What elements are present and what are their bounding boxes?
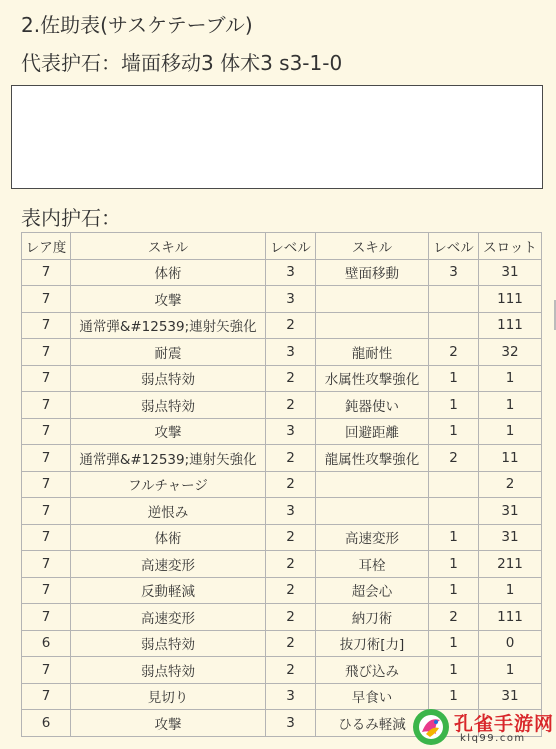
table-body: [22, 259, 542, 736]
cell-skill-2: 龍耐性: [316, 339, 429, 366]
cell-skill-2: 回避距離: [316, 418, 429, 445]
cell-level-1: 2: [266, 657, 316, 684]
cell-skill-2: 納刀術: [316, 604, 429, 631]
table-row: [22, 312, 542, 339]
cell-skill-1: 弱点特効: [71, 392, 266, 419]
cell-rarity: 7: [22, 683, 71, 710]
table-row: [22, 286, 542, 313]
cell-skill-1: 高速変形: [71, 551, 266, 578]
table-row: [22, 418, 542, 445]
table-row: [22, 339, 542, 366]
representative-charm-label: 代表护石：墙面移动3 体术3 s3-1-0: [21, 51, 343, 75]
cell-slots: 31: [479, 683, 542, 710]
cell-level-1: 2: [266, 365, 316, 392]
cell-skill-1: 反動軽減: [71, 577, 266, 604]
cell-level-1: 2: [266, 630, 316, 657]
cell-rarity: 7: [22, 286, 71, 313]
header-level-2: レベル: [429, 233, 479, 260]
cell-skill-2: [316, 471, 429, 498]
cell-skill-1: 体術: [71, 524, 266, 551]
table-row: [22, 524, 542, 551]
cell-rarity: 7: [22, 259, 71, 286]
cell-rarity: 7: [22, 657, 71, 684]
table-heading: 表内护石：: [21, 206, 121, 230]
cell-skill-2: [316, 312, 429, 339]
cell-slots: 1: [479, 392, 542, 419]
table-row: [22, 630, 542, 657]
table-row: [22, 445, 542, 472]
cell-slots: 1: [479, 577, 542, 604]
cell-slots: 1: [479, 418, 542, 445]
blank-content-box: [11, 85, 543, 189]
cell-skill-1: 見切り: [71, 683, 266, 710]
cell-skill-1: 逆恨み: [71, 498, 266, 525]
table-row: [22, 471, 542, 498]
cell-level-1: 3: [266, 339, 316, 366]
cell-rarity: 7: [22, 312, 71, 339]
cell-rarity: 7: [22, 524, 71, 551]
cell-rarity: 7: [22, 392, 71, 419]
cell-slots: 31: [479, 498, 542, 525]
cell-rarity: 7: [22, 418, 71, 445]
cell-skill-1: 弱点特効: [71, 630, 266, 657]
cell-rarity: 7: [22, 551, 71, 578]
cell-skill-1: 攻撃: [71, 286, 266, 313]
cell-skill-2: 壁面移動: [316, 259, 429, 286]
cell-skill-1: 体術: [71, 259, 266, 286]
cell-rarity: 7: [22, 577, 71, 604]
cell-level-1: 2: [266, 551, 316, 578]
cell-level-2: 1: [429, 365, 479, 392]
cell-level-2: 1: [429, 630, 479, 657]
cell-skill-2: 早食い: [316, 683, 429, 710]
cell-level-2: 2: [429, 445, 479, 472]
table-row: [22, 392, 542, 419]
cell-rarity: 7: [22, 498, 71, 525]
cell-skill-2: [316, 286, 429, 313]
cell-slots: 31: [479, 259, 542, 286]
cell-skill-1: 弱点特効: [71, 365, 266, 392]
header-level-1: レベル: [266, 233, 316, 260]
cell-skill-1: 耐震: [71, 339, 266, 366]
cell-level-2: [429, 471, 479, 498]
cell-level-2: 1: [429, 392, 479, 419]
cell-level-2: 1: [429, 551, 479, 578]
cell-slots: 1: [479, 365, 542, 392]
cell-skill-1: 通常弾&#12539;連射矢強化: [71, 445, 266, 472]
table-row: [22, 551, 542, 578]
cell-rarity: 6: [22, 630, 71, 657]
cell-level-1: 2: [266, 445, 316, 472]
table-row: [22, 577, 542, 604]
cell-skill-2: 飛び込み: [316, 657, 429, 684]
cell-level-2: 3: [429, 259, 479, 286]
cell-level-2: 1: [429, 524, 479, 551]
cell-slots: 111: [479, 604, 542, 631]
cell-rarity: 7: [22, 604, 71, 631]
cell-skill-1: 通常弾&#12539;連射矢強化: [71, 312, 266, 339]
cell-skill-2: 龍属性攻撃強化: [316, 445, 429, 472]
cell-rarity: 7: [22, 339, 71, 366]
cell-level-1: 3: [266, 286, 316, 313]
table-row: [22, 657, 542, 684]
cell-slots: 111: [479, 312, 542, 339]
table-row: [22, 259, 542, 286]
header-skill-1: スキル: [71, 233, 266, 260]
cell-rarity: 7: [22, 445, 71, 472]
cell-level-2: [429, 286, 479, 313]
watermark-url: klq99.com: [460, 733, 526, 744]
cell-level-2: 1: [429, 577, 479, 604]
charm-table: [21, 232, 542, 737]
cell-slots: 0: [479, 630, 542, 657]
cell-level-1: 2: [266, 312, 316, 339]
cell-slots: 1: [479, 657, 542, 684]
cell-skill-1: 弱点特効: [71, 657, 266, 684]
cell-skill-1: 高速変形: [71, 604, 266, 631]
header-skill-2: スキル: [316, 233, 429, 260]
cell-level-1: 2: [266, 392, 316, 419]
cell-level-1: 3: [266, 683, 316, 710]
cell-slots: 211: [479, 551, 542, 578]
cell-level-1: 3: [266, 259, 316, 286]
cell-level-2: 1: [429, 657, 479, 684]
cell-skill-2: 水属性攻撃強化: [316, 365, 429, 392]
watermark: [412, 706, 556, 749]
cell-slots: 32: [479, 339, 542, 366]
header-rarity: レア度: [22, 233, 71, 260]
cell-level-2: 1: [429, 683, 479, 710]
table-row: [22, 365, 542, 392]
cell-skill-2: [316, 498, 429, 525]
cell-rarity: 7: [22, 471, 71, 498]
cell-rarity: 6: [22, 710, 71, 737]
table-row: [22, 498, 542, 525]
cell-level-2: 2: [429, 604, 479, 631]
cell-skill-1: 攻撃: [71, 418, 266, 445]
cell-level-2: [429, 312, 479, 339]
cell-level-1: 2: [266, 471, 316, 498]
cell-level-1: 2: [266, 577, 316, 604]
cell-slots: 2: [479, 471, 542, 498]
cell-skill-2: 耳栓: [316, 551, 429, 578]
cell-level-1: 2: [266, 604, 316, 631]
cell-level-2: 2: [429, 339, 479, 366]
cell-skill-2: 鈍器使い: [316, 392, 429, 419]
cell-skill-2: 超会心: [316, 577, 429, 604]
cell-slots: 111: [479, 286, 542, 313]
cell-skill-1: 攻撃: [71, 710, 266, 737]
cell-skill-1: フルチャージ: [71, 471, 266, 498]
cell-level-1: 2: [266, 524, 316, 551]
cell-slots: 11: [479, 445, 542, 472]
cell-skill-2: 高速変形: [316, 524, 429, 551]
cell-level-2: [429, 498, 479, 525]
cell-skill-2: ひるみ軽減: [316, 710, 429, 737]
cell-level-1: 3: [266, 710, 316, 737]
cell-slots: 31: [479, 524, 542, 551]
cell-level-2: 1: [429, 418, 479, 445]
cell-level-1: 3: [266, 498, 316, 525]
cell-level-1: 3: [266, 418, 316, 445]
section-title: 2.佐助表(サスケテーブル): [21, 13, 253, 37]
peacock-logo-icon: [412, 708, 450, 746]
cell-skill-2: 抜刀術[力]: [316, 630, 429, 657]
watermark-title: 孔雀手游网: [454, 713, 555, 735]
header-slots: スロット: [479, 233, 542, 260]
cell-rarity: 7: [22, 365, 71, 392]
table-header-row: [22, 233, 542, 260]
table-row: [22, 604, 542, 631]
